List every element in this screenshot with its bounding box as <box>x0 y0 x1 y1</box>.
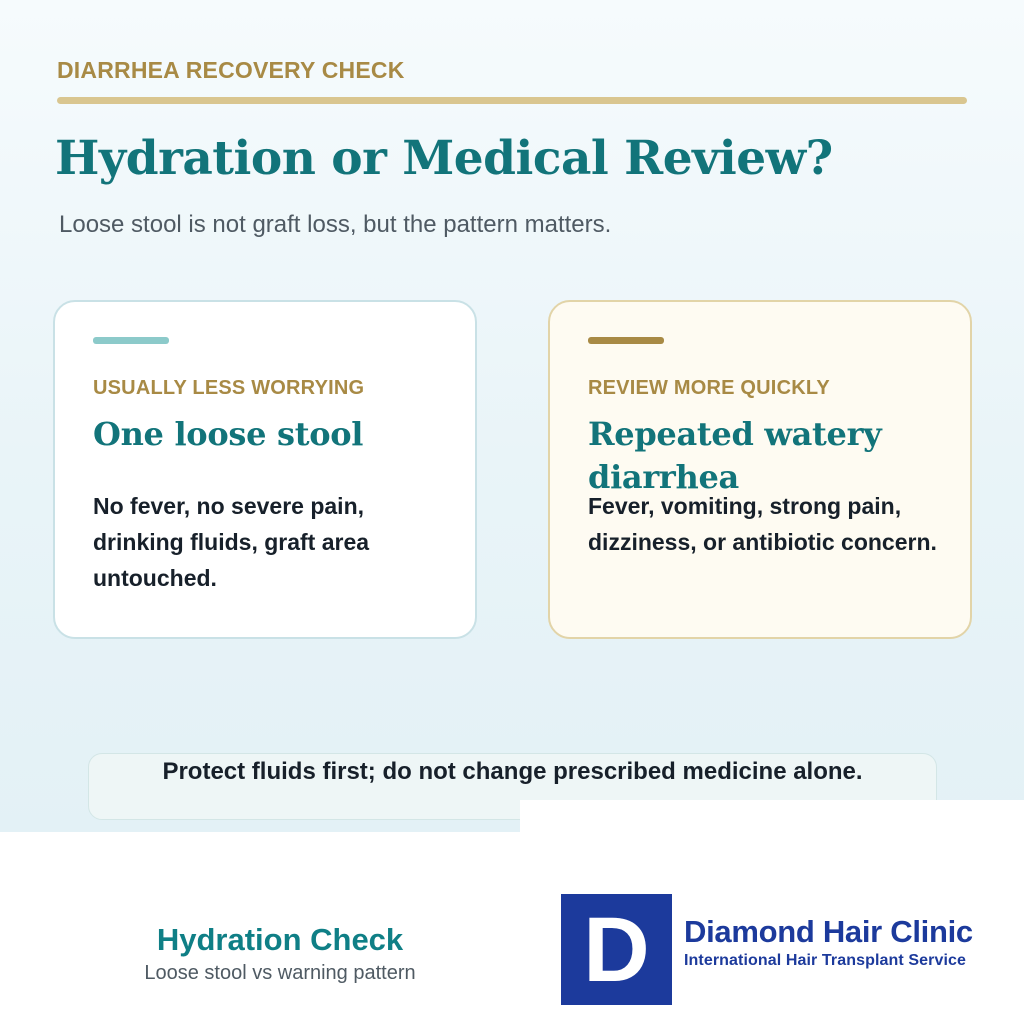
footer-note-text: Protect fluids first; do not change prescribed medicine alone. <box>162 758 863 785</box>
clinic-tagline: International Hair Transplant Service <box>684 952 967 969</box>
caption-title: Hydration Check <box>156 922 404 957</box>
page-title: Hydration or Medical Review? <box>55 131 833 186</box>
card-title: Repeated watery diarrhea <box>588 415 882 496</box>
logo-letter: D <box>583 898 650 1001</box>
card-accent-bar <box>93 337 169 344</box>
card-less-worrying <box>53 300 477 639</box>
divider-rule <box>57 97 967 104</box>
card-label: USUALLY LESS WORRYING <box>93 377 365 399</box>
subtitle: Loose stool is not graft loss, but the pattern matters. <box>59 211 612 238</box>
card-body: No fever, no severe pain, drinking fluids, graft area untouched. <box>93 493 370 591</box>
kicker-label: DIARRHEA RECOVERY CHECK <box>57 57 405 83</box>
card-title: One loose stool <box>93 415 364 453</box>
caption-subtitle: Loose stool vs warning pattern <box>144 962 416 984</box>
card-label: REVIEW MORE QUICKLY <box>588 377 830 399</box>
clinic-name: Diamond Hair Clinic <box>684 914 973 949</box>
card-accent-bar <box>588 337 664 344</box>
card-body: Fever, vomiting, strong pain, dizziness, or antibiotic concern. <box>588 493 937 555</box>
clinic-logo-icon <box>561 894 672 1005</box>
card-review-quickly <box>548 300 972 639</box>
